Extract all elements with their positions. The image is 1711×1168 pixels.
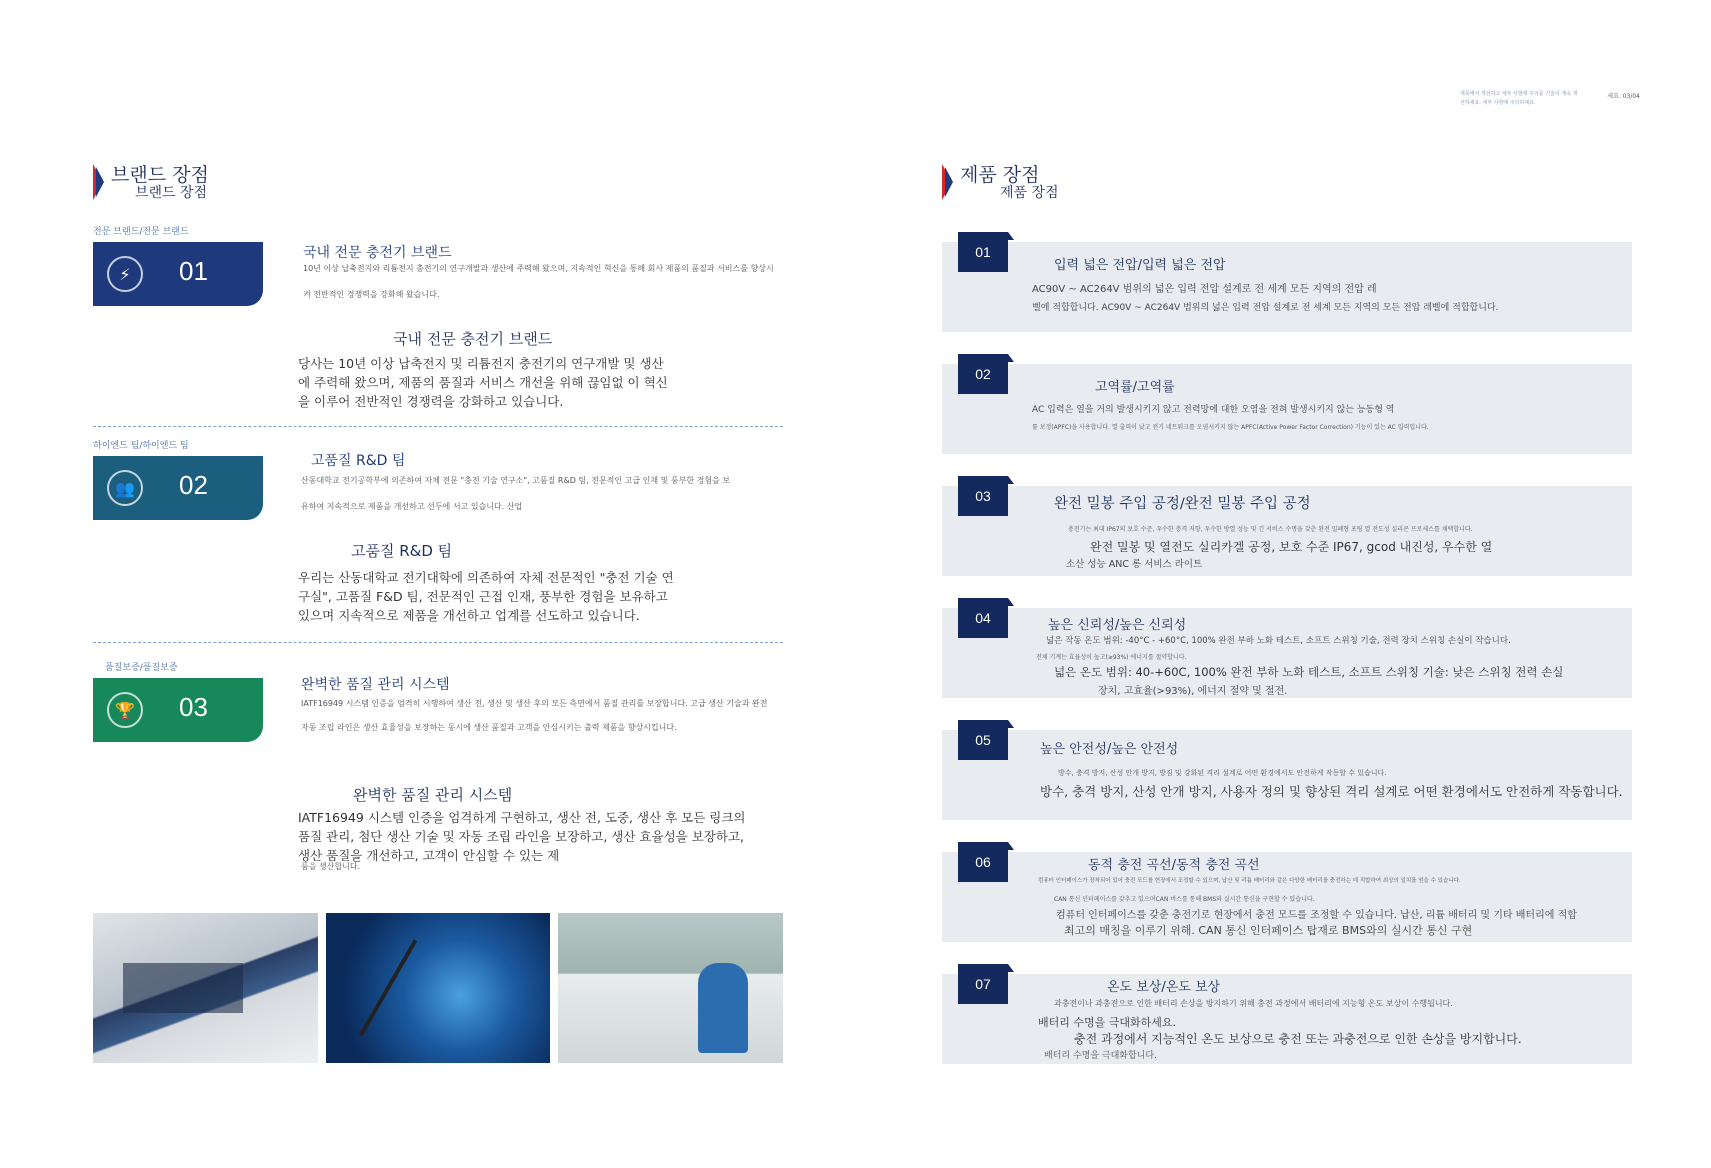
brand-block-body-tail: 품을 생산합니다. <box>301 862 361 871</box>
feature-number: 02 <box>958 354 1008 394</box>
feature-card-1 <box>942 232 1632 332</box>
brand-block-heading-2: 고품질 R&D 팀 <box>351 542 453 560</box>
production-machine-photo <box>93 913 318 1063</box>
brand-block-heading: 국내 전문 충전기 브랜드 <box>303 245 452 261</box>
brand-block-tag: 전문 브랜드/전문 브랜드 <box>93 227 189 237</box>
feature-desc: AC90V ~ AC264V 범위의 넓은 입력 전압 설계로 전 세계 모든 지역의 전압 레 <box>1032 284 1377 295</box>
feature-desc: 넓은 온도 범위: 40-+60C, 100% 완전 부하 노화 테스트, 소프트 스위칭 기술: 낮은 스위칭 전력 손실 <box>1054 665 1564 679</box>
brand-block-heading-2: 국내 전문 충전기 브랜드 <box>393 330 553 348</box>
feature-number: 03 <box>958 476 1008 516</box>
feature-desc: 넓은 작동 온도 범위: -40°C - +60°C, 100% 완전 부하 노화 테스트, 소프트 스위칭 기술, 전력 장치 스위칭 손실이 작습니다. <box>1046 636 1511 646</box>
feature-title: 고역률/고역률 <box>1095 380 1175 395</box>
feature-card-2 <box>942 354 1632 454</box>
circuit-board-photo <box>326 913 551 1063</box>
feature-desc: 완전 밀봉 및 열전도 실리카겔 공정, 보호 수준 IP67, gcod 내진성, 우수한 열 <box>1090 540 1493 554</box>
brand-block-body: 당사는 10년 이상 납축전지 및 리튬전지 충전기의 연구개발 및 생산에 주력해 왔으며, 제품의 품질과 서비스 개선을 위해 끊임없 이 혁신을 이루어 전반적인 경쟁력을 강화하고 있습니다. <box>298 356 668 409</box>
feature-desc: 전체 기계는 효율성이 높고(≥93%) 에너지를 절약합니다. <box>1036 654 1187 661</box>
feature-title: 높은 안전성/높은 안전성 <box>1040 742 1179 757</box>
trophy-icon: 🏆 <box>107 692 143 728</box>
feature-desc: 벨에 적합합니다. AC90V ~ AC264V 범위의 넓은 입력 전압 설계로 전 세계 모든 지역의 모든 전압 레벨에 적합합니다. <box>1032 303 1499 313</box>
brand-badge-3 <box>93 678 263 742</box>
feature-number: 01 <box>958 232 1008 272</box>
brand-badge-number: 01 <box>179 256 208 286</box>
feature-number: 05 <box>958 720 1008 760</box>
brand-block-heading-2: 완벽한 품질 관리 시스템 <box>353 786 513 804</box>
product-section-title: 제품 장점 <box>960 164 1040 186</box>
brand-section-title: 브랜드 장점 <box>111 164 209 186</box>
page-note-text: 제목에서 개선하고 세부 사항에 주의를 기울이 계속 개선하세요. 세부 사항에 주의하세요. <box>1460 91 1578 106</box>
feature-number: 04 <box>958 598 1008 638</box>
brand-block-body: IATF16949 시스템 인증을 엄격하게 구현하고, 생산 전, 도중, 생산 후 모든 링크의 품질 관리, 첨단 생산 기술 및 자동 조립 라인을 보장하고, 생산 효율성을 보장하고, 생산 품질을 개선하고, 고객이 안심할 수 있는 제 <box>298 810 746 863</box>
team-icon: 👥 <box>107 470 143 506</box>
feature-title: 동적 충전 곡선/동적 충전 곡선 <box>1088 858 1260 873</box>
feature-number: 06 <box>958 842 1008 882</box>
flag-icon <box>93 164 105 200</box>
factory-photos <box>93 913 783 1063</box>
feature-desc: 컴퓨터 인터페이스가 장착되어 있어 충전 모드를 현장에서 조정할 수 있으며, 납산 및 리튬 배터리와 같은 다양한 배터리를 충전하는 데 적합하여 최상의 일치를 얻을 수 있습니다. <box>1038 878 1461 884</box>
feature-title: 입력 넓은 전압/입력 넓은 전압 <box>1054 258 1226 273</box>
brand-badge-number: 03 <box>179 692 208 722</box>
feature-card-3 <box>942 476 1632 576</box>
brand-block-2 <box>93 438 783 638</box>
brand-section-subtitle: 브랜드 장점 <box>135 185 208 201</box>
brand-badge-2 <box>93 456 263 520</box>
feature-desc: 배터리 수명을 극대화하세요. <box>1038 1016 1177 1029</box>
brand-badge-1 <box>93 242 263 306</box>
brand-block-small-text: 산동대학교 전기공학부에 의존하여 자체 전문 "충전 기술 연구소", 고품질 R&D 팀, 전문적인 고급 인재 및 풍부한 경험을 보유하여 지속적으로 제품을 개선하고 선두에 서고 있습니다. 산업 <box>301 476 731 511</box>
brand-block-body: 우리는 산동대학교 전기대학에 의존하여 자체 전문적인 "충전 기술 연구실", 고품질 F&D 팀, 전문적인 근접 인재, 풍부한 경험을 보유하고 있으며 지속적으로 제품을 개선하고 업계를 선도하고 있습니다. <box>298 570 674 623</box>
feature-desc: 배터리 수명을 극대화합니다. <box>1044 1051 1157 1061</box>
brand-block-tag: 하이엔드 팀/하이엔드 팀 <box>93 441 189 451</box>
brand-block-tag: 품질보증/품질보증 <box>105 663 178 673</box>
feature-number: 07 <box>958 964 1008 1004</box>
feature-desc: 장치, 고효율(>93%), 에너지 절약 및 절전. <box>1098 686 1288 697</box>
flag-icon <box>942 164 954 200</box>
brand-block-small-text: 10년 이상 납축전지와 리튬전지 충전기의 연구개발과 생산에 주력해 왔으며, 지속적인 혁신을 통해 회사 제품의 품질과 서비스를 향상시켜 전반적인 경쟁력을 강화해 왔습니다. <box>303 264 774 299</box>
page-number: 세요. 03/04 <box>1607 93 1640 100</box>
feature-desc: 최고의 매칭을 이루기 위해. CAN 통신 인터페이스 탑재로 BMS와의 실시간 통신 구현 <box>1064 924 1473 937</box>
feature-title: 완전 밀봉 주입 공정/완전 밀봉 주입 공정 <box>1054 496 1311 512</box>
feature-card-4 <box>942 598 1632 698</box>
brand-section-header <box>93 160 783 206</box>
feature-desc: 과충전이나 과충전으로 인한 배터리 손상을 방지하기 위해 충전 과정에서 배터리에 지능형 온도 보상이 수행됩니다. <box>1054 999 1453 1008</box>
brand-block-3 <box>93 660 783 900</box>
feature-desc: 소산 성능 ANC 롱 서비스 라이트 <box>1066 559 1203 570</box>
feature-desc: 충전기는 최대 IP67의 보호 수준, 우수한 충격 저항, 우수한 방열 성능 및 긴 서비스 수명을 갖춘 완전 밀폐형 포팅 열 전도성 실리콘 프로세스를 채택합니다. <box>1068 526 1473 533</box>
product-section-header <box>942 160 1632 206</box>
feature-desc: 방수, 충격 방지, 산성 안개 방지, 방짐 및 강화된 격리 설계로 어떤 환경에서도 안전하게 작동할 수 있습니다. <box>1058 769 1387 777</box>
brand-badge-number: 02 <box>179 470 208 500</box>
testing-workstation-photo <box>558 913 783 1063</box>
brand-block-small-text: IATF16949 시스템 인증을 엄격히 시행하여 생산 전, 생산 및 생산 후의 모든 측면에서 품질 관리를 보장합니다. 고급 생산 기술과 완전 자동 조립 라인은 생산 효율성을 보장하는 동시에 생산 품질과 고객을 안심시키는 출력 제품을 향상시킵니다. <box>301 699 768 732</box>
lightning-icon: ⚡ <box>107 256 143 292</box>
product-section-subtitle: 제품 장점 <box>1000 185 1059 201</box>
feature-card-7 <box>942 964 1632 1064</box>
product-advantages-section <box>942 160 1632 206</box>
feature-desc: 컴퓨터 인터페이스를 갖춘 충전기로 현장에서 충전 모드를 조정할 수 있습니다. 납산, 리튬 배터리 및 기타 배터리에 적합 <box>1056 910 1577 921</box>
feature-desc: CAN 통신 인터페이스를 갖추고 있으며CAN 버스를 통해 BMS와 실시간 통신을 구현할 수 있습니다. <box>1054 896 1315 903</box>
feature-card-6 <box>942 842 1632 942</box>
feature-desc: 충전 과정에서 지능적인 온도 보상으로 충전 또는 과충전으로 인한 손상을 방지합니다. <box>1074 1032 1522 1046</box>
feature-desc: 방수, 충격 방지, 산성 안개 방지, 사용자 정의 및 향상된 격리 설계로 어떤 환경에서도 안전하게 작동합니다. <box>1040 784 1623 799</box>
brand-block-1 <box>93 224 783 424</box>
brand-block-heading: 고품질 R&D 팀 <box>311 453 406 469</box>
feature-desc: AC 입력은 열을 거의 발생시키지 않고 전력망에 대한 오염을 전혀 발생시키지 않는 능동형 역 <box>1032 405 1395 415</box>
feature-title: 높은 신뢰성/높은 신뢰성 <box>1048 618 1187 633</box>
divider <box>93 426 783 427</box>
brand-advantages-section <box>93 160 783 871</box>
page-note <box>1460 90 1640 108</box>
feature-desc: 률 보정(APFC)을 사용합니다. 열 출력이 낮고 전기 네트워크를 오염시키지 않는 APFC(Active Power Factor Correction) 기능이 있는 AC 입력입니다. <box>1032 424 1429 431</box>
feature-title: 온도 보상/온도 보상 <box>1107 980 1221 995</box>
brand-block-heading: 완벽한 품질 관리 시스템 <box>301 677 450 693</box>
feature-card-5 <box>942 720 1632 820</box>
divider <box>93 642 783 643</box>
